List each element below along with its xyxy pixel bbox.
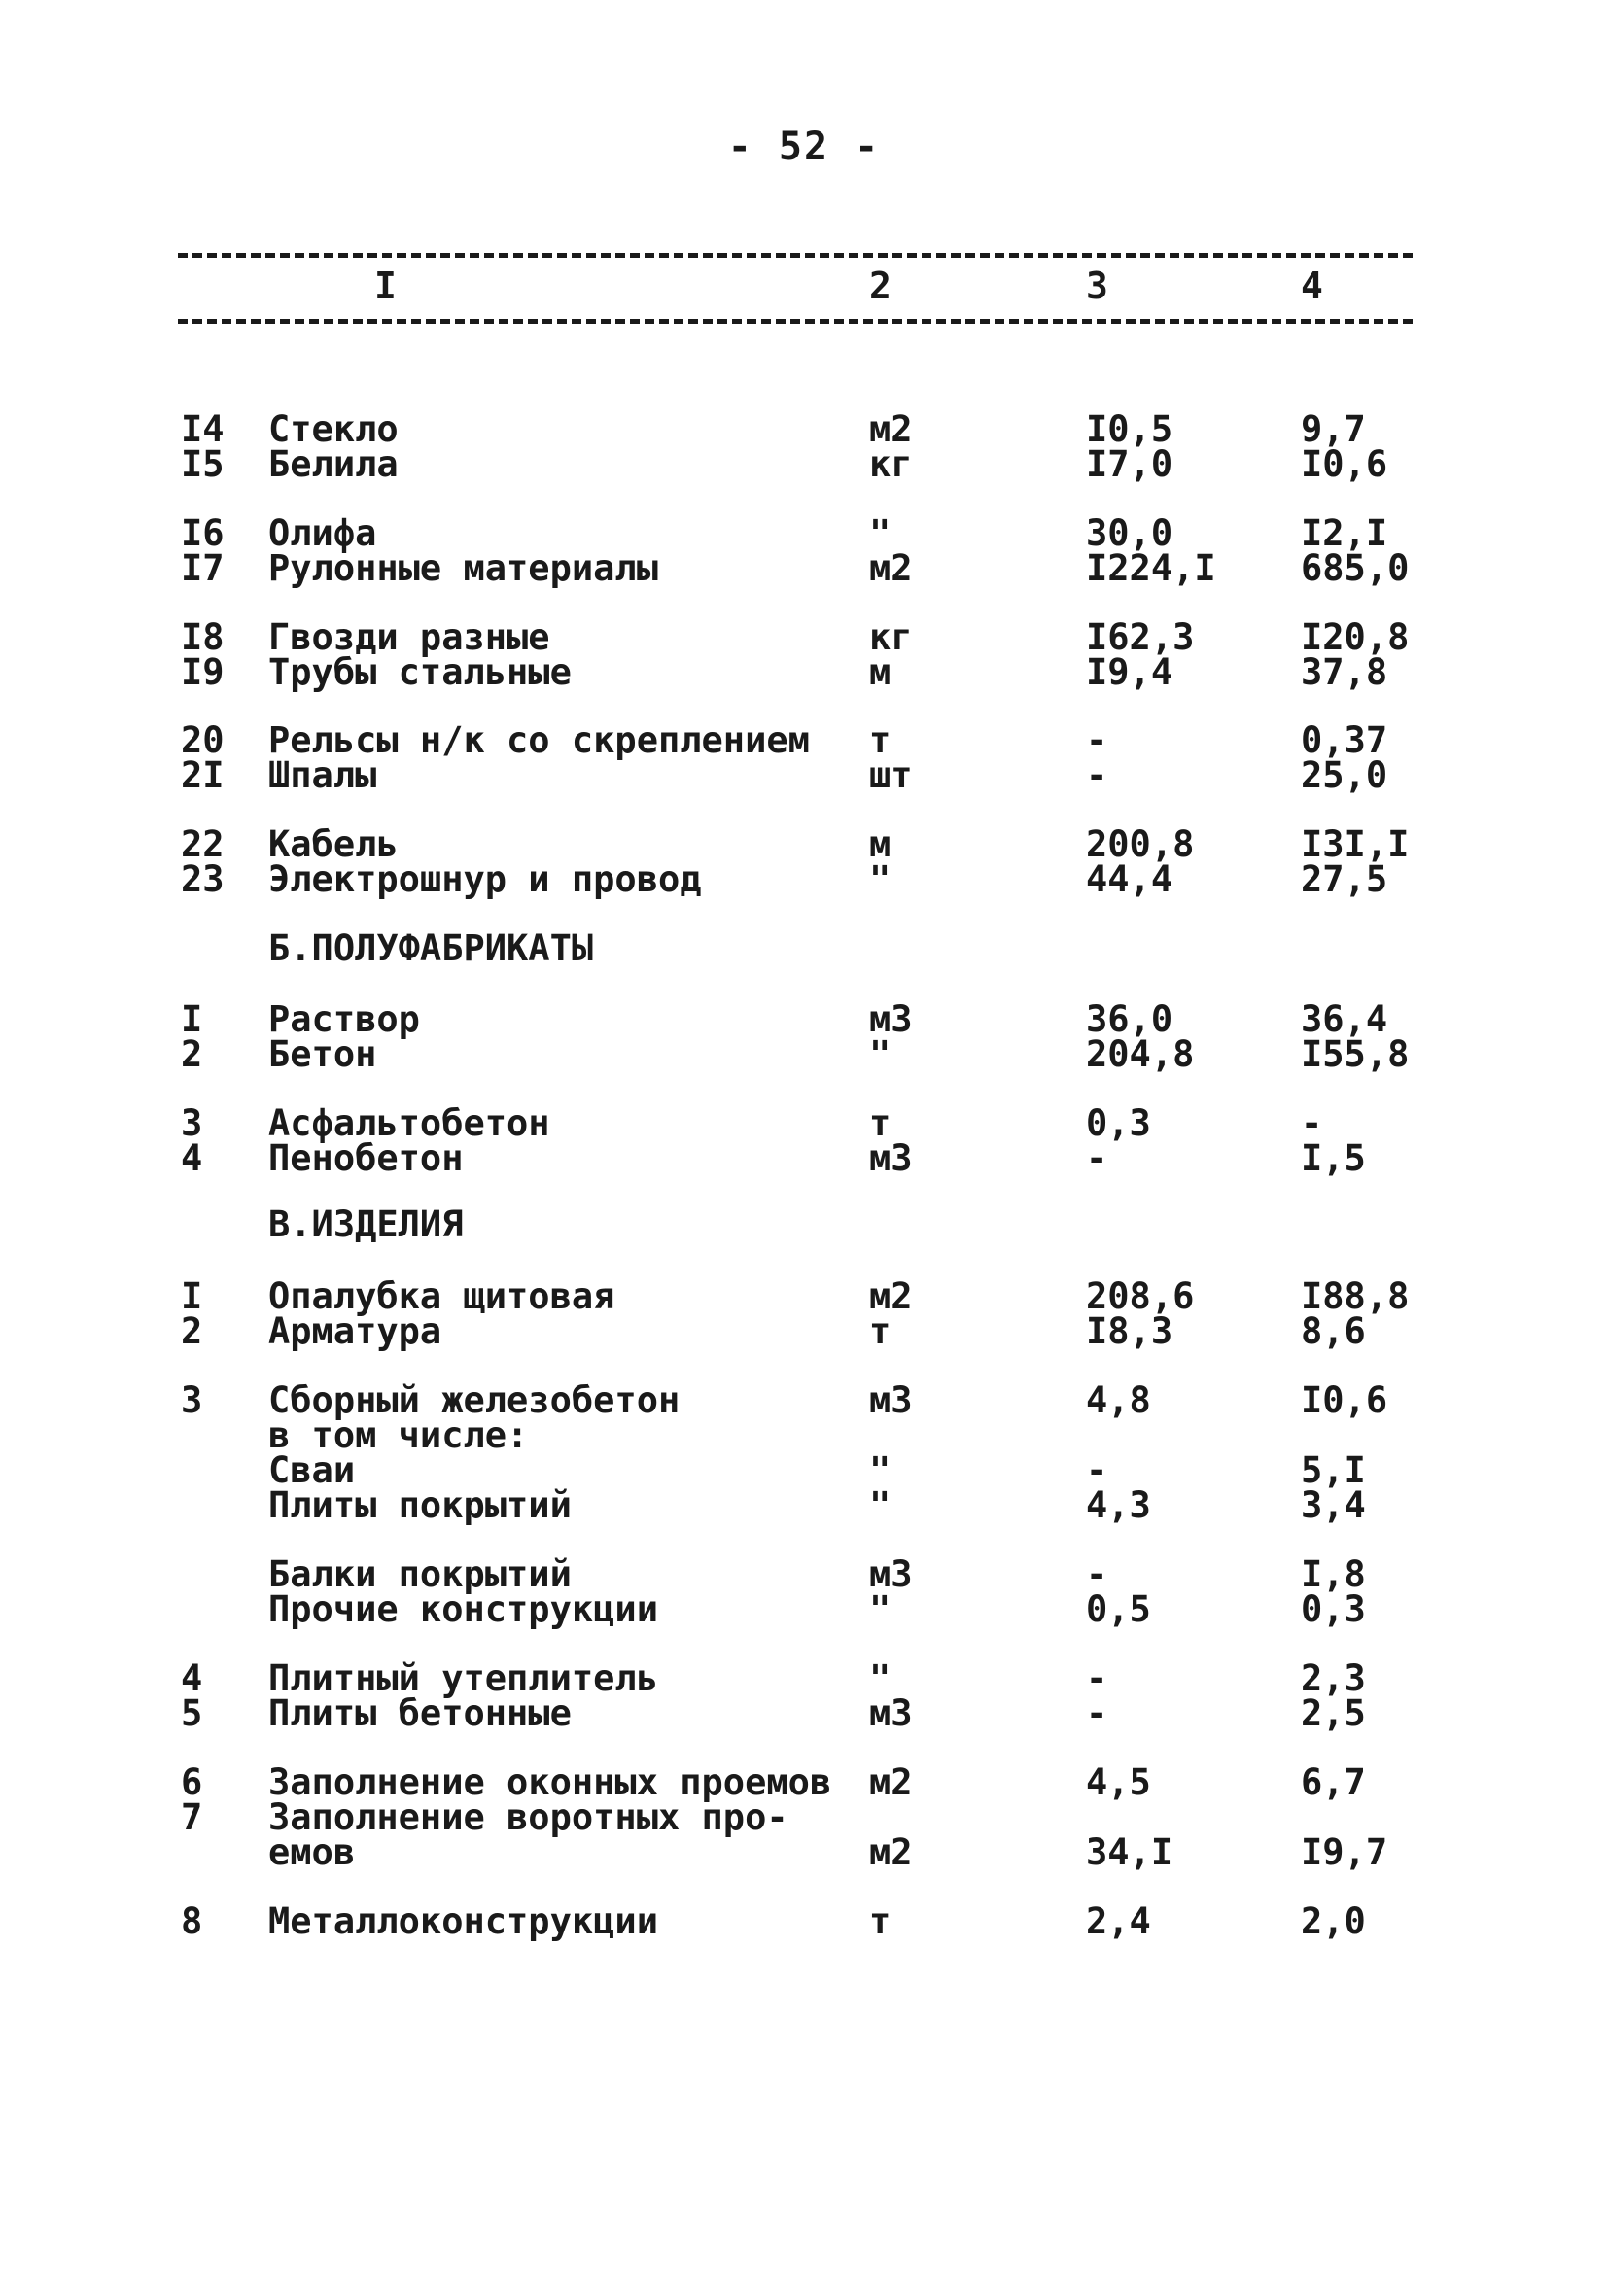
row-unit: т: [869, 1310, 891, 1352]
row-unit: м2: [869, 1761, 913, 1803]
row-unit: кг: [869, 443, 913, 485]
row-unit: ": [869, 1484, 891, 1526]
row-value-col3: 34,I: [1086, 1831, 1173, 1873]
row-value-col4: 27,5: [1301, 858, 1388, 900]
row-unit: шт: [869, 754, 913, 796]
row-unit: м2: [869, 1275, 913, 1317]
row-unit: м3: [869, 1379, 913, 1421]
row-value-col4: I88,8: [1301, 1275, 1410, 1317]
table-row: [0, 547, 1608, 589]
row-value-col4: I,8: [1301, 1553, 1366, 1595]
table-row: [0, 1310, 1608, 1352]
row-value-col4: I3I,I: [1301, 823, 1410, 865]
row-value-col4: 36,4: [1301, 998, 1388, 1040]
row-value-col3: -: [1086, 719, 1108, 761]
row-name: Гвозди разные: [268, 616, 550, 658]
row-name: Плиты бетонные: [268, 1692, 572, 1734]
row-value-col4: 0,37: [1301, 719, 1388, 761]
row-value-col3: -: [1086, 1657, 1108, 1699]
table-row: [0, 408, 1608, 450]
row-name: Шпалы: [268, 754, 377, 796]
column-header-1: I: [374, 264, 397, 307]
table-row: [0, 858, 1608, 900]
row-number: 2: [181, 1033, 203, 1075]
table-row: [0, 1796, 1608, 1838]
row-value-col3: 44,4: [1086, 858, 1173, 900]
table-row: [0, 1379, 1608, 1421]
row-unit: м: [869, 651, 891, 693]
row-name: Белила: [268, 443, 399, 485]
header-top-rule: [178, 253, 1413, 258]
table-row: [0, 754, 1608, 796]
row-unit: м2: [869, 1831, 913, 1873]
row-value-col4: 6,7: [1301, 1761, 1366, 1803]
row-unit: т: [869, 1102, 891, 1144]
row-name: Сваи: [268, 1449, 356, 1491]
row-number: I: [181, 1275, 203, 1317]
table-row: [0, 1553, 1608, 1595]
table-row: [0, 1137, 1608, 1179]
row-name: Сборный железобетон: [268, 1379, 681, 1421]
row-value-col4: 3,4: [1301, 1484, 1366, 1526]
table-row: [0, 823, 1608, 865]
row-name: Асфальтобетон: [268, 1102, 550, 1144]
row-unit: кг: [869, 616, 913, 658]
row-name: Плитный утеплитель: [268, 1657, 658, 1699]
row-value-col3: I7,0: [1086, 443, 1173, 485]
row-value-col4: I9,7: [1301, 1831, 1388, 1873]
table-row: [0, 1900, 1608, 1942]
row-value-col3: 208,6: [1086, 1275, 1195, 1317]
row-value-col3: -: [1086, 754, 1108, 796]
row-number: I6: [181, 512, 225, 554]
table-row: [0, 1484, 1608, 1526]
row-value-col3: 200,8: [1086, 823, 1195, 865]
row-number: 4: [181, 1137, 203, 1179]
row-name: Пенобетон: [268, 1137, 464, 1179]
row-name: Трубы стальные: [268, 651, 572, 693]
row-name: Опалубка щитовая: [268, 1275, 615, 1317]
row-value-col3: 4,5: [1086, 1761, 1151, 1803]
row-number: 7: [181, 1796, 203, 1838]
row-name: Заполнение воротных про-: [268, 1796, 788, 1838]
table-row: [0, 998, 1608, 1040]
row-unit: ": [869, 1449, 891, 1491]
row-name: Балки покрытий: [268, 1553, 572, 1595]
row-value-col4: 5,I: [1301, 1449, 1366, 1491]
row-name: Плиты покрытий: [268, 1484, 572, 1526]
table-row: [0, 651, 1608, 693]
table-row: [0, 1449, 1608, 1491]
row-number: I8: [181, 616, 225, 658]
row-unit: м3: [869, 1137, 913, 1179]
row-value-col4: 0,3: [1301, 1588, 1366, 1630]
row-value-col4: I0,6: [1301, 443, 1388, 485]
row-number: 22: [181, 823, 225, 865]
row-value-col3: 0,5: [1086, 1588, 1151, 1630]
row-value-col3: I9,4: [1086, 651, 1173, 693]
row-value-col4: 2,3: [1301, 1657, 1366, 1699]
row-name: Заполнение оконных проемов: [268, 1761, 832, 1803]
table-row: [0, 1692, 1608, 1734]
row-name: емов: [268, 1831, 356, 1873]
row-number: 5: [181, 1692, 203, 1734]
row-unit: т: [869, 719, 891, 761]
column-header-4: 4: [1301, 264, 1323, 307]
row-unit: ": [869, 512, 891, 554]
table-row: [0, 1275, 1608, 1317]
row-value-col3: 0,3: [1086, 1102, 1151, 1144]
row-unit: ": [869, 1033, 891, 1075]
table-row: [0, 1761, 1608, 1803]
column-header-3: 3: [1086, 264, 1108, 307]
table-row: [0, 1033, 1608, 1075]
row-value-col3: -: [1086, 1449, 1108, 1491]
row-value-col3: -: [1086, 1553, 1108, 1595]
row-name: Рулонные материалы: [268, 547, 658, 589]
row-value-col3: I62,3: [1086, 616, 1195, 658]
row-number: 3: [181, 1379, 203, 1421]
table-row: [0, 616, 1608, 658]
table-row: [0, 443, 1608, 485]
table-row: [0, 719, 1608, 761]
row-number: 6: [181, 1761, 203, 1803]
row-unit: м2: [869, 547, 913, 589]
page-number: - 52 -: [727, 124, 881, 169]
row-unit: ": [869, 1657, 891, 1699]
row-number: I9: [181, 651, 225, 693]
row-name: Олифа: [268, 512, 377, 554]
row-unit: м3: [869, 1692, 913, 1734]
section-title-semifinished: Б.ПОЛУФАБРИКАТЫ: [268, 927, 594, 969]
row-unit: м3: [869, 1553, 913, 1595]
row-value-col4: I55,8: [1301, 1033, 1410, 1075]
row-number: 20: [181, 719, 225, 761]
row-value-col3: -: [1086, 1692, 1108, 1734]
row-value-col3: 36,0: [1086, 998, 1173, 1040]
row-value-col4: 2,0: [1301, 1900, 1366, 1942]
row-number: I: [181, 998, 203, 1040]
row-value-col3: 30,0: [1086, 512, 1173, 554]
row-value-col3: I0,5: [1086, 408, 1173, 450]
row-number: 3: [181, 1102, 203, 1144]
table-row: [0, 1414, 1608, 1456]
row-number: 2I: [181, 754, 225, 796]
row-value-col4: 9,7: [1301, 408, 1366, 450]
row-value-col3: 2,4: [1086, 1900, 1151, 1942]
row-number: I4: [181, 408, 225, 450]
row-value-col3: 4,3: [1086, 1484, 1151, 1526]
row-name: в том числе:: [268, 1414, 529, 1456]
row-value-col4: 25,0: [1301, 754, 1388, 796]
row-name: Арматура: [268, 1310, 442, 1352]
row-name: Электрошнур и провод: [268, 858, 702, 900]
row-name: Бетон: [268, 1033, 377, 1075]
table-row: [0, 512, 1608, 554]
row-value-col3: I8,3: [1086, 1310, 1173, 1352]
row-number: 4: [181, 1657, 203, 1699]
table-row: [0, 1102, 1608, 1144]
row-value-col4: 8,6: [1301, 1310, 1366, 1352]
row-name: Стекло: [268, 408, 399, 450]
row-number: I5: [181, 443, 225, 485]
table-row: [0, 1588, 1608, 1630]
row-value-col4: I20,8: [1301, 616, 1410, 658]
row-number: 8: [181, 1900, 203, 1942]
row-value-col4: I,5: [1301, 1137, 1366, 1179]
table-row: [0, 1657, 1608, 1699]
row-unit: м3: [869, 998, 913, 1040]
row-value-col3: -: [1086, 1137, 1108, 1179]
row-unit: ": [869, 1588, 891, 1630]
header-bottom-rule: [178, 319, 1413, 324]
row-name: Раствор: [268, 998, 420, 1040]
row-name: Прочие конструкции: [268, 1588, 658, 1630]
column-header-2: 2: [869, 264, 891, 307]
row-unit: т: [869, 1900, 891, 1942]
row-number: 23: [181, 858, 225, 900]
row-unit: м: [869, 823, 891, 865]
row-name: Металлоконструкции: [268, 1900, 658, 1942]
row-name: Кабель: [268, 823, 399, 865]
row-value-col4: 2,5: [1301, 1692, 1366, 1734]
row-value-col4: 685,0: [1301, 547, 1410, 589]
row-value-col4: 37,8: [1301, 651, 1388, 693]
row-value-col4: I2,I: [1301, 512, 1388, 554]
row-unit: м2: [869, 408, 913, 450]
table-row: [0, 1831, 1608, 1873]
row-number: I7: [181, 547, 225, 589]
row-value-col3: 204,8: [1086, 1033, 1195, 1075]
row-value-col3: 4,8: [1086, 1379, 1151, 1421]
section-title-products: В.ИЗДЕЛИЯ: [268, 1203, 464, 1245]
row-number: 2: [181, 1310, 203, 1352]
row-unit: ": [869, 858, 891, 900]
row-value-col3: I224,I: [1086, 547, 1216, 589]
row-value-col4: -: [1301, 1102, 1323, 1144]
row-name: Рельсы н/к со скреплением: [268, 719, 810, 761]
row-value-col4: I0,6: [1301, 1379, 1388, 1421]
